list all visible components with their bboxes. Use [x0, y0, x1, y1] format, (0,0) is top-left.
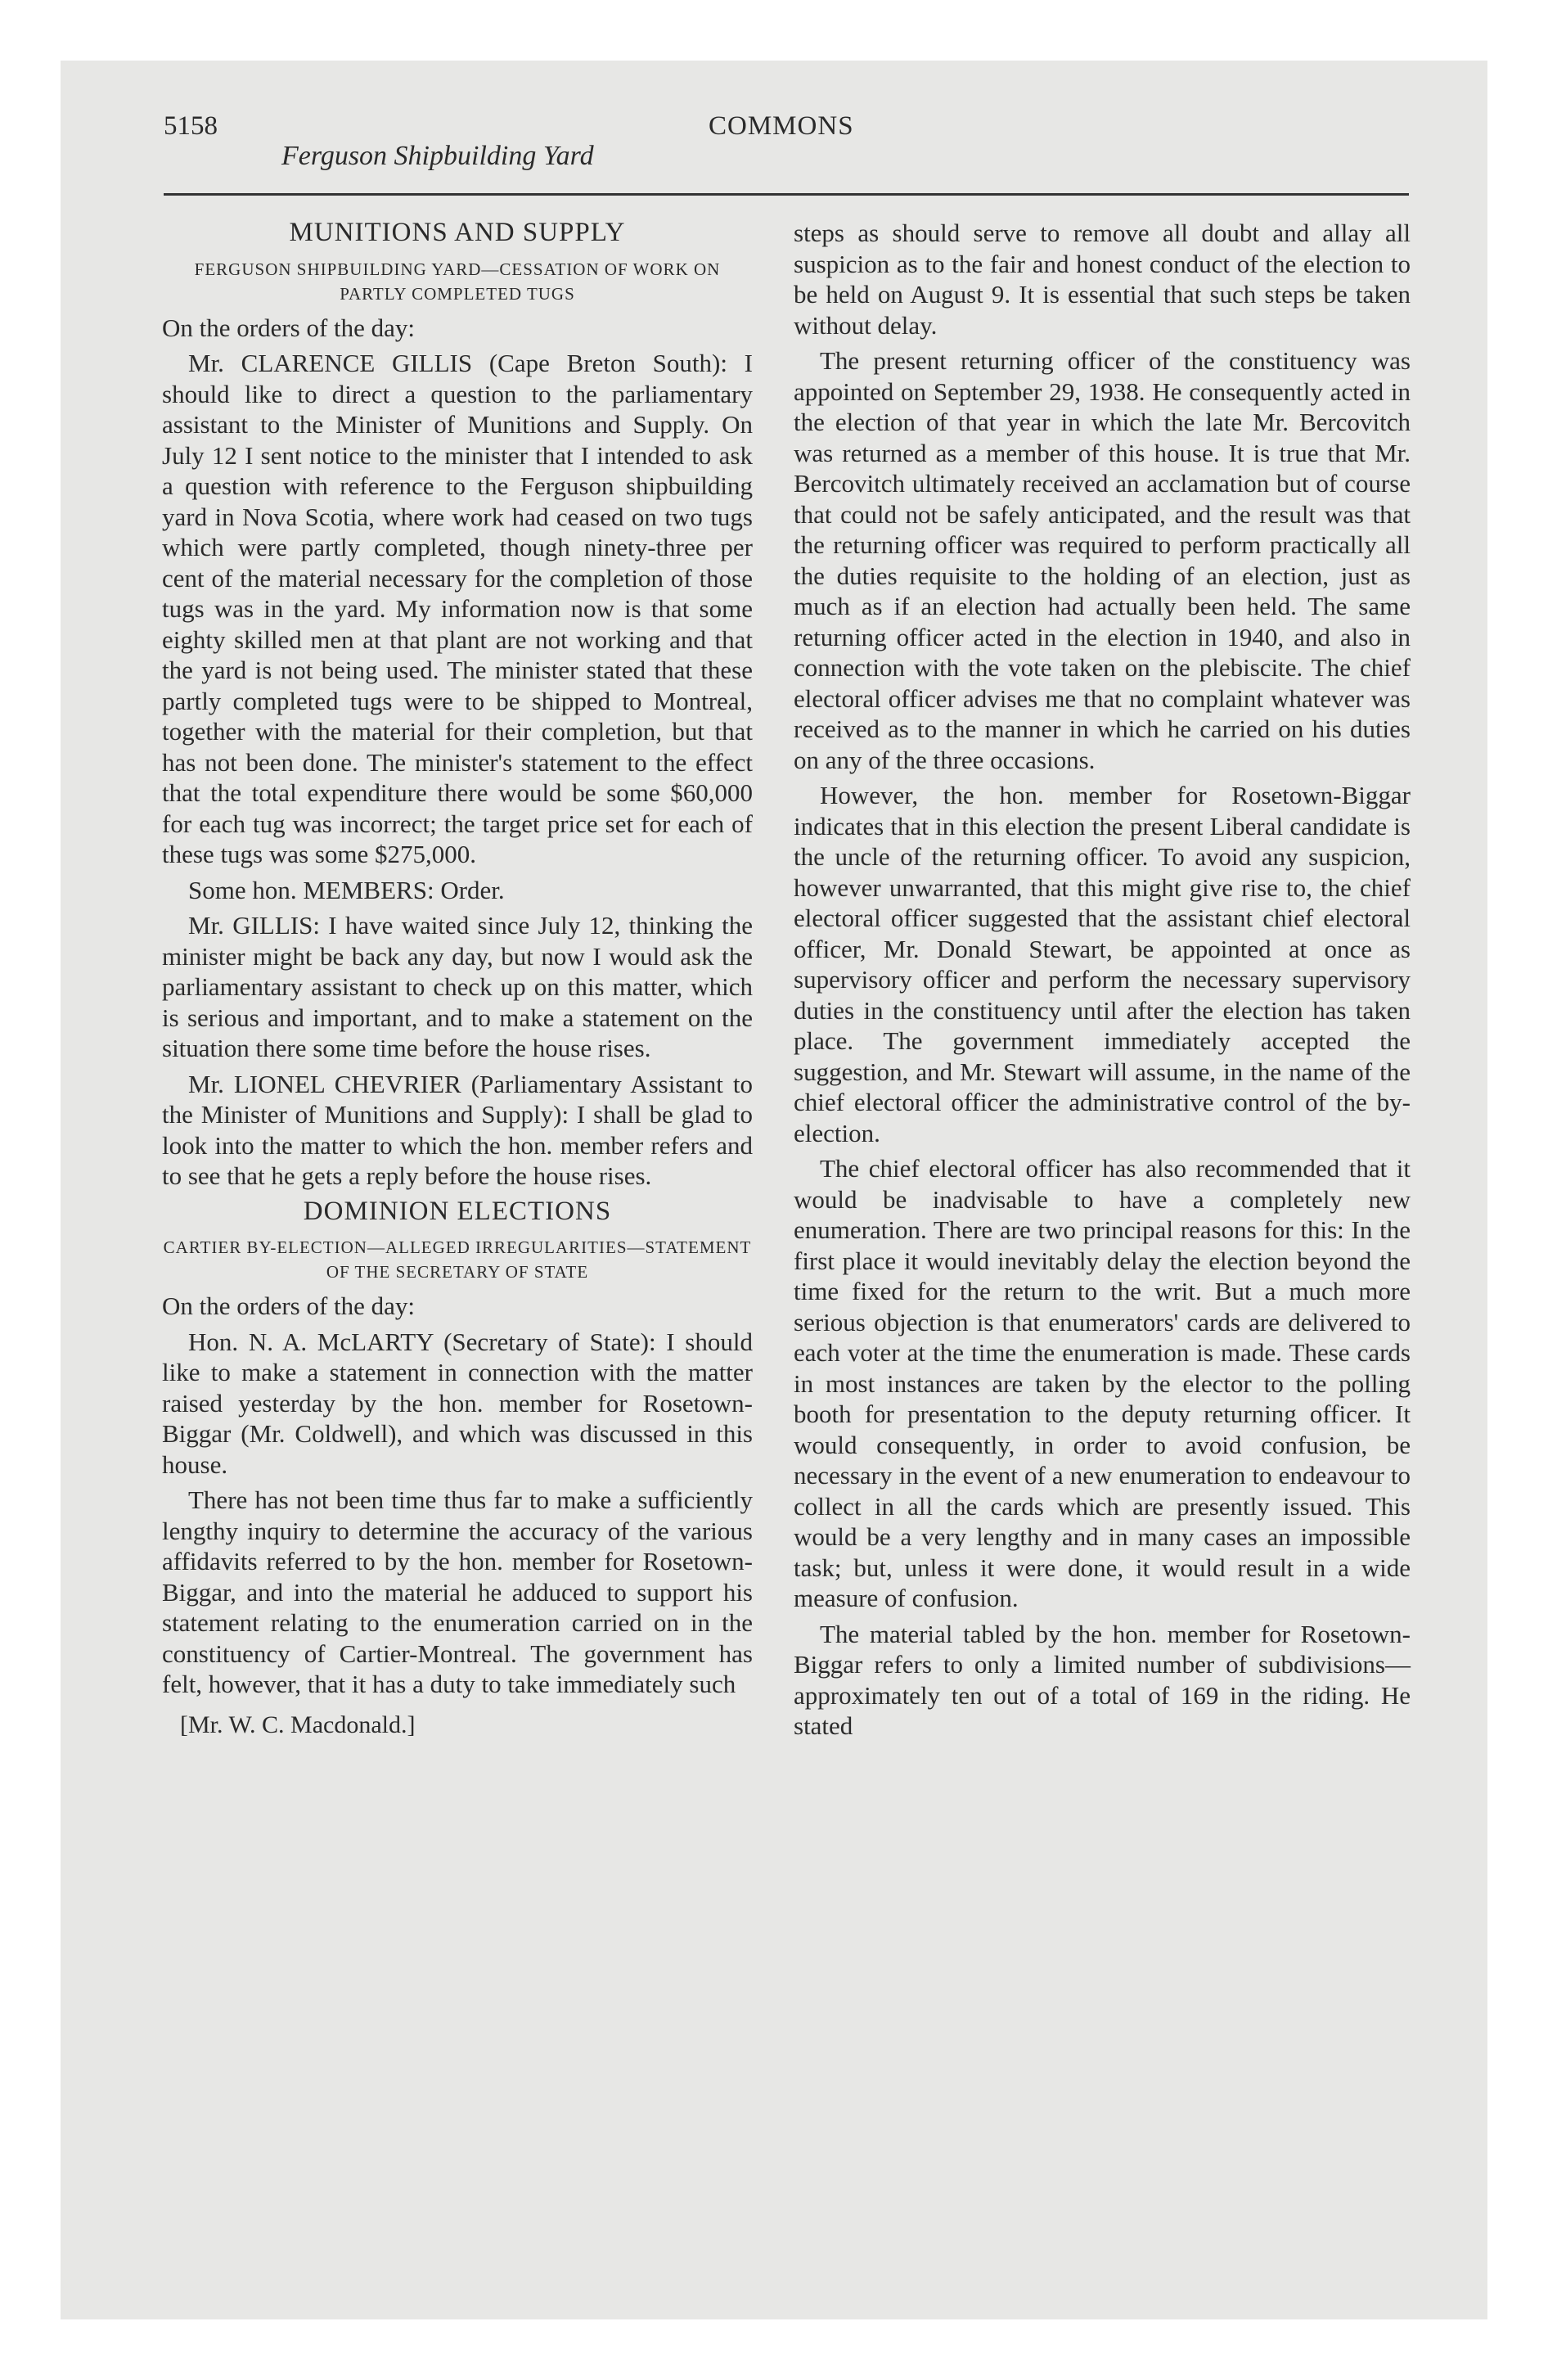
subheading-ferguson: FERGUSON SHIPBUILDING YARD—CESSATION OF WORK ON PARTLY COMPLETED TUGS: [194, 259, 721, 304]
running-title: Ferguson Shipbuilding Yard: [281, 141, 594, 171]
paragraph: On the orders of the day:: [162, 1291, 416, 1320]
header-rule: [164, 193, 1409, 196]
page-number: 5158: [164, 111, 218, 141]
right-column: [794, 218, 1411, 1747]
heading-dominion-elections: DOMINION ELECTIONS: [303, 1196, 612, 1226]
paragraph: Mr. GILLIS: I have waited since July 12, thinking the minister might be back any day, but now I would ask the parliamentary assistant to check up on this matter, which is serious and important, and to make a statement on the situation there some time before the house rises.: [162, 911, 753, 1062]
paragraph: Hon. N. A. McLARTY (Secretary of State): I should like to make a statement in connection with the matter raised yesterday by the hon. member for Rosetown-Biggar (Mr. Coldwell), and which was discussed in this house.: [162, 1327, 753, 1479]
section-title: COMMONS: [709, 111, 854, 141]
subheading-cartier: CARTIER BY-ELECTION—ALLEGED IRREGULARITIES—STATEMENT OF THE SECRETARY OF STATE: [163, 1237, 752, 1282]
paragraph: Some hon. MEMBERS: Order.: [188, 875, 505, 904]
paragraph: The present returning officer of the constituency was appointed on September 29, 1938. He consequently acted in the election of that year in which the late Mr. Bercovitch was returned as a member of this house. It is true that Mr. Bercovitch ultimately received an acclamation but of course that could not be safely anticipated, and the result was that the returning officer was required to perform practically all the duties requisite to the holding of an election, just as much as if an election had actually been held. The same returning officer acted in the election in 1940, and also in connection with the vote taken on the plebiscite. The chief electoral officer advises me that no complaint whatever was received as to the manner in which he carried on his duties on any of the three occasions.: [794, 346, 1411, 774]
paragraph: However, the hon. member for Rosetown-Biggar indicates that in this election the present Liberal candidate is the uncle of the returning officer. To avoid any suspicion, however unwarranted, that this might give rise to, the chief electoral officer suggested that the assistant chief electoral officer, Mr. Donald Stewart, be appointed at once as supervisory officer and perform the necessary supervisory duties in the constituency until after the election has taken place. The government immediately accepted the suggestion, and Mr. Stewart will assume, in the name of the chief electoral officer the administrative control of the by-election.: [794, 781, 1411, 1147]
paragraph: steps as should serve to remove all doubt and allay all suspicion as to the fair and honest conduct of the election to be held on August 9. It is essential that such steps be taken without delay.: [794, 219, 1411, 340]
paragraph: The material tabled by the hon. member for Rosetown-Biggar refers to only a limited number of subdivisions—approximately ten out of a total of 169 in the riding. He stated: [794, 1619, 1411, 1740]
paragraph: Mr. LIONEL CHEVRIER (Parliamentary Assistant to the Minister of Munitions and Supply): I shall be glad to look into the matter to which the hon. member refers and to see that he gets a reply before the house rises.: [162, 1069, 753, 1190]
paragraph: There has not been time thus far to make a sufficiently lengthy inquiry to determine the accuracy of the various affidavits referred to by the hon. member for Rosetown-Biggar, and into the material he adduced to support his statement relating to the enumeration carried on in the constituency of Cartier-Montreal. The government has felt, however, that it has a duty to take immediately such: [162, 1485, 753, 1698]
paragraph: On the orders of the day:: [162, 313, 416, 342]
footer-attribution: [Mr. W. C. Macdonald.]: [180, 1711, 416, 1738]
left-column: [162, 218, 753, 1740]
heading-munitions: MUNITIONS AND SUPPLY: [289, 218, 626, 247]
paragraph: The chief electoral officer has also recommended that it would be inadvisable to have a completely new enumeration. There are two principal reasons for this: In the first place it would inevitably delay the election beyond the time fixed for the return to the writ. But a much more serious objection is that enumerators' cards are delivered to each voter at the time the enumeration is made. These cards in most instances are taken by the elector to the polling booth for presentation to the deputy returning officer. It would consequently, in order to avoid confusion, be necessary in the event of a new enumeration to endeavour to collect in all the cards which are presently issued. This would be a very lengthy and in many cases an impossible task; but, unless it were done, it would result in a wide measure of confusion.: [794, 1154, 1411, 1612]
paragraph: Mr. CLARENCE GILLIS (Cape Breton South): I should like to direct a question to the parliamentary assistant to the Minister of Munitions and Supply. On July 12 I sent notice to the minister that I intended to ask a question with reference to the Ferguson shipbuilding yard in Nova Scotia, where work had ceased on two tugs which were partly completed, though ninety-three per cent of the material necessary for the completion of those tugs was in the yard. My information now is that some eighty skilled men at that plant are not working and that the yard is not being used. The minister stated that these partly completed tugs were to be shipped to Montreal, together with the material for their completion, but that has not been done. The minister's statement to the effect that the total expenditure there would be some $60,000 for each tug was incorrect; the target price set for each of these tugs was some $275,000.: [162, 349, 753, 868]
